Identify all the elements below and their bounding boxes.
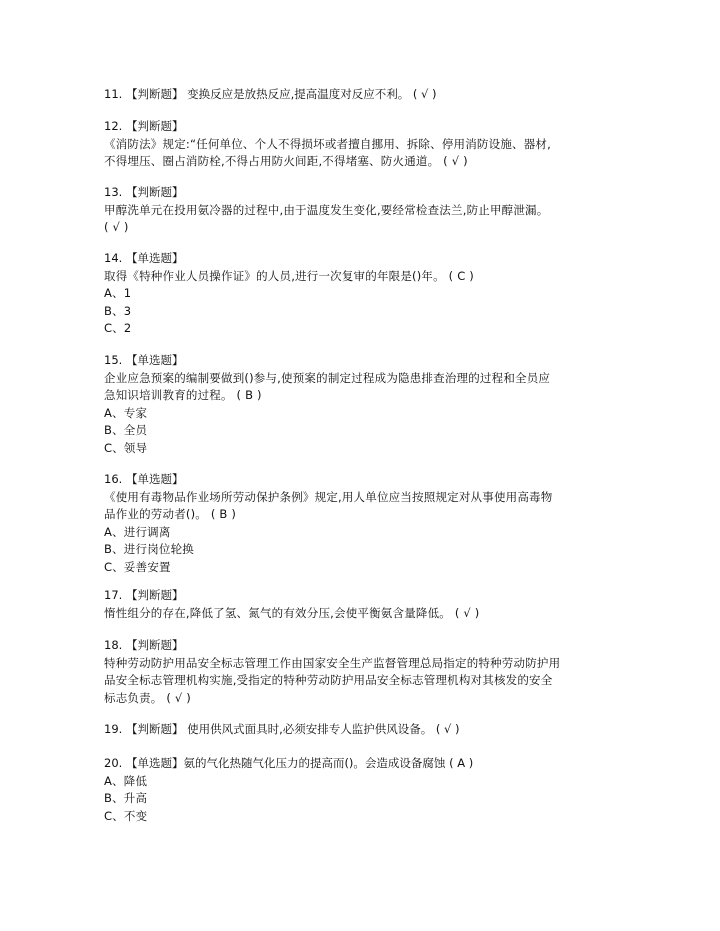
question-text: 特种劳动防护用品安全标志管理工作由国家安全生产监督管理总局指定的特种劳动防护用 — [104, 655, 561, 670]
option-b: B、升高 — [104, 791, 148, 805]
question-heading: 20. 【单选题】氨的气化热随气化压力的提高而()。会造成设备腐蚀 ( A ) — [104, 756, 474, 770]
question-heading: 17. 【判断题】 — [104, 588, 184, 602]
question-heading: 16. 【单选题】 — [104, 472, 184, 486]
question-text: 品作业的劳动者()。 ( B ) — [104, 507, 237, 521]
option-a: A、进行调离 — [104, 524, 171, 539]
question-text: 企业应急预案的编制要做到()参与,使预案的制定过程成为隐患排查治理的过程和全员应 — [104, 370, 551, 385]
question-text: 不得埋压、圈占消防栓,不得占用防火间距,不得堵塞、防火通道。 ( √ ) — [104, 154, 468, 168]
question-19 — [104, 721, 624, 739]
question-12 — [104, 118, 624, 171]
question-text: ( √ ) — [104, 220, 129, 234]
question-text: 标志负责。 ( √ ) — [104, 690, 191, 705]
question-16 — [104, 471, 624, 576]
question-14 — [104, 250, 624, 338]
option-c: C、2 — [104, 321, 132, 335]
option-a: A、专家 — [104, 405, 148, 420]
option-c: C、领导 — [104, 440, 148, 455]
option-b: B、3 — [104, 303, 132, 318]
option-b: B、全员 — [104, 423, 148, 437]
option-a: A、降低 — [104, 773, 148, 788]
question-text: 《使用有毒物品作业场所劳动保护条例》规定,用人单位应当按照规定对从事使用高毒物 — [104, 489, 553, 504]
question-11 — [104, 86, 624, 104]
question-heading: 13. 【判断题】 — [104, 185, 184, 199]
question-text: 品安全标志管理机构实施,受指定的特种劳动防护用品安全标志管理机构对其核发的安全 — [104, 673, 553, 687]
question-heading: 15. 【单选题】 — [104, 353, 184, 367]
question-13 — [104, 184, 624, 237]
question-heading: 19. 【判断题】 使用供风式面具时,必须安排专人监护供风设备。 ( √ ) — [104, 722, 460, 736]
option-a: A、1 — [104, 286, 132, 300]
option-c: C、妥善安置 — [104, 559, 171, 574]
question-text: 惰性组分的存在,降低了氢、氮气的有效分压,会使平衡氨含量降低。 ( √ ) — [104, 605, 480, 620]
question-text: 急知识培训教育的过程。 ( B ) — [104, 388, 262, 402]
question-20 — [104, 755, 624, 825]
question-text: 甲醇洗单元在投用氨冷器的过程中,由于温度发生变化,要经常检查法兰,防止甲醇泄漏。 — [104, 202, 549, 217]
question-heading: 12. 【判断题】 — [104, 119, 184, 133]
question-15 — [104, 352, 624, 457]
option-c: C、不变 — [104, 808, 148, 823]
question-17 — [104, 587, 624, 622]
option-b: B、进行岗位轮换 — [104, 542, 194, 556]
question-heading: 14. 【单选题】 — [104, 251, 184, 265]
question-heading: 11. 【判断题】 变换反应是放热反应,提高温度对反应不利。 ( √ ) — [104, 87, 437, 101]
question-text: 取得《特种作业人员操作证》的人员,进行一次复审的年限是()年。 ( C ) — [104, 268, 474, 283]
question-18 — [104, 637, 624, 707]
question-heading: 18. 【判断题】 — [104, 638, 184, 652]
question-text: 《消防法》规定:“任何单位、个人不得损坏或者擅自挪用、拆除、停用消防设施、器材, — [104, 136, 551, 151]
